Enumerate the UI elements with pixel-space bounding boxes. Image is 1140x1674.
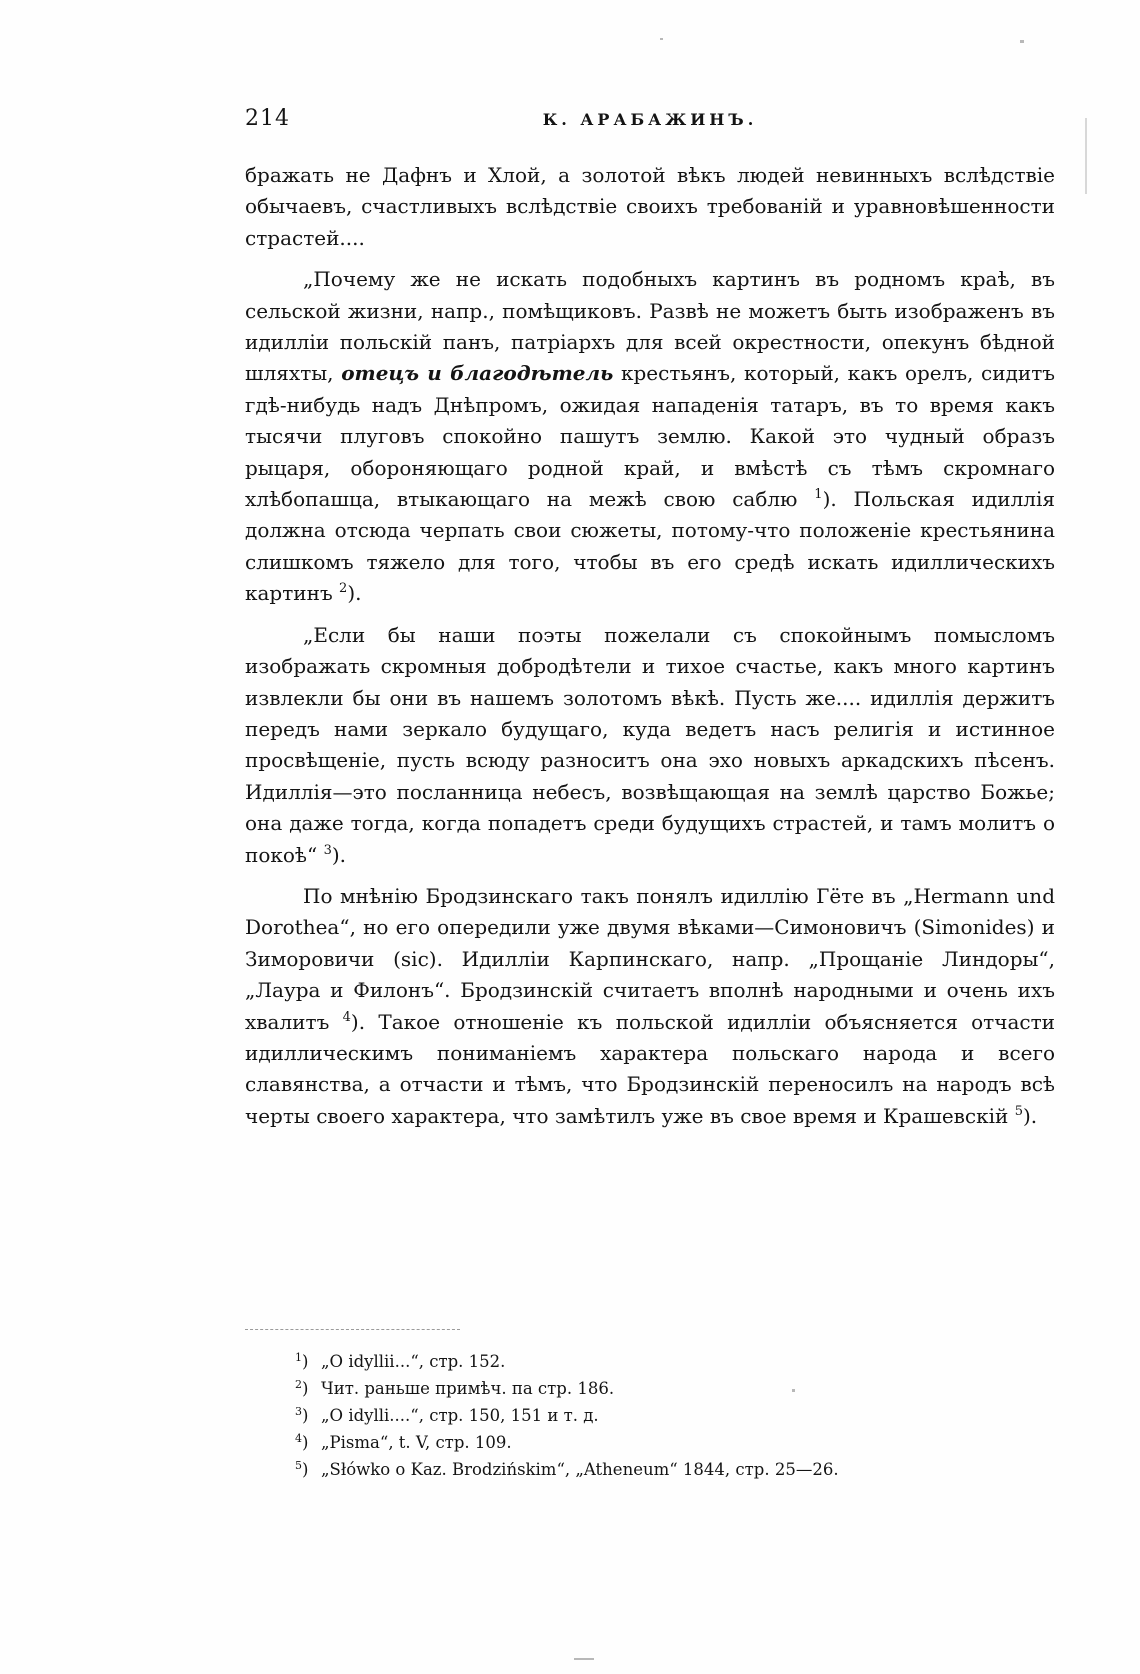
footnote bbox=[295, 1429, 1055, 1456]
running-head: К. АРАБАЖИНЪ. bbox=[542, 110, 758, 129]
footnote bbox=[295, 1456, 1055, 1483]
page-number: 214 bbox=[245, 106, 290, 131]
body-text bbox=[245, 160, 1055, 1142]
paragraph-text: ). Такое отношеніе къ польской идилліи объясняется отчасти идиллическимъ пониманіемъ характера польскаго народа и всего славянства, а отчасти и тѣмъ, что Бродзинскій переносилъ на народъ всѣ черты своего характера, что замѣтилъ уже въ свое время и Крашевскій bbox=[245, 1009, 1055, 1128]
paragraph-text: ). Польская идиллія должна отсюда черпать свои сюжеты, потому-что положеніе крестьянина слишкомъ тяжело для того, чтобы въ его средѣ искать идиллическихъ картинъ bbox=[245, 487, 1056, 606]
page-header bbox=[245, 106, 1055, 136]
footnote-text: Чит. раньше примѣч. па стр. 186. bbox=[321, 1379, 615, 1398]
footnote-reference: 5 bbox=[1014, 1103, 1023, 1119]
emphasized-phrase: отецъ и благодѣтель bbox=[341, 361, 614, 386]
scan-speck bbox=[1020, 40, 1024, 43]
paragraph-1 bbox=[245, 160, 1055, 254]
footnote-separator bbox=[245, 1329, 460, 1330]
footnote-reference: 3 bbox=[323, 842, 332, 858]
footnote-text: „Słówko o Kaz. Brodzińskim“, „Atheneum“ 1844, стр. 25—26. bbox=[321, 1460, 839, 1479]
footnote-reference: 4 bbox=[342, 1009, 351, 1025]
footnote-mark: $^1$) bbox=[295, 1351, 309, 1371]
footnote-mark: $^5$) bbox=[295, 1459, 309, 1479]
paragraph-text: крестьянъ, который, какъ орелъ, сидитъ гдѣ-нибудь надъ Днѣпромъ, ожидая нападенія татаръ, въ то время какъ тысячи плуговъ спокойно пашутъ землю. Какой это чудный образъ рыцаря, обороняющаго родной край, и вмѣстѣ съ тѣмъ скромнаго хлѣбопашца, втыкающаго на межѣ свою саблю bbox=[245, 361, 1056, 512]
scan-edge-mark bbox=[1085, 118, 1087, 194]
footnote bbox=[295, 1375, 1055, 1402]
footnotes bbox=[295, 1348, 1055, 1483]
footnote-text: „O idyllii...“, стр. 152. bbox=[321, 1352, 506, 1371]
paragraph-2 bbox=[245, 264, 1055, 609]
footnote-mark: $^4$) bbox=[295, 1432, 309, 1452]
paragraph-text: По мнѣнію Бродзинскаго такъ понялъ идиллію Гёте въ „Hermann und Dorothea“, но его опередили уже двумя вѣками—Симоновичъ (Simonides) и Зиморовичи (sic). Идилліи Карпинскаго, напр. „Прощаніе Линдоры“, „Лаура и Филонъ“. Бродзинскій считаетъ вполнѣ народными и очень ихъ хвалитъ bbox=[245, 883, 1055, 1034]
footnote bbox=[295, 1402, 1055, 1429]
footnote-mark: $^3$) bbox=[295, 1405, 309, 1425]
paragraph-text: ). bbox=[1022, 1103, 1038, 1128]
paragraph-3 bbox=[245, 620, 1055, 871]
footnote-reference: 1 bbox=[814, 487, 823, 503]
paragraph-text: бражать не Дафнъ и Хлой, а золотой вѣкъ людей невинныхъ вслѣдствіе обычаевъ, счастливыхъ вслѣдствіе своихъ требованій и уравновѣшенности страстей.... bbox=[245, 163, 1055, 250]
paragraph-text: ). bbox=[331, 842, 347, 867]
footnote-text: „O idylli....“, стр. 150, 151 и т. д. bbox=[321, 1406, 599, 1425]
footnote bbox=[295, 1348, 1055, 1375]
scan-speck bbox=[660, 38, 663, 40]
footnote-reference: 2 bbox=[339, 581, 348, 597]
footnote-text: „Pisma“, t. V, стр. 109. bbox=[321, 1433, 512, 1452]
paragraph-text: „Почему же не искать подобныхъ картинъ въ родномъ краѣ, въ сельской жизни, напр., помѣщиковъ. Развѣ не можетъ быть изображенъ въ идилліи польскій панъ, патріархъ для всей окрестности, опекунъ бѣдной шляхты, bbox=[245, 267, 1055, 386]
paragraph-4 bbox=[245, 881, 1055, 1132]
scan-speck bbox=[574, 1658, 594, 1660]
paragraph-text: „Если бы наши поэты пожелали съ спокойнымъ помысломъ изображать скромныя добродѣтели и тихое счастье, какъ много картинъ извлекли бы они въ нашемъ золотомъ вѣкѣ. Пусть же.... идиллія держитъ передъ нами зеркало будущаго, куда ведетъ насъ религія и истинное просвѣщеніе, пусть всюду разноситъ она эхо новыхъ аркадскихъ пѣсенъ. Идиллія—это посланница небесъ, возвѣщающая на землѣ царство Божье; она даже тогда, когда попадетъ среди будущихъ страстей, и тамъ молитъ о покоѣ“ bbox=[245, 622, 1055, 867]
paragraph-text: ). bbox=[347, 581, 362, 606]
footnote-mark: $^2$) bbox=[295, 1378, 309, 1398]
